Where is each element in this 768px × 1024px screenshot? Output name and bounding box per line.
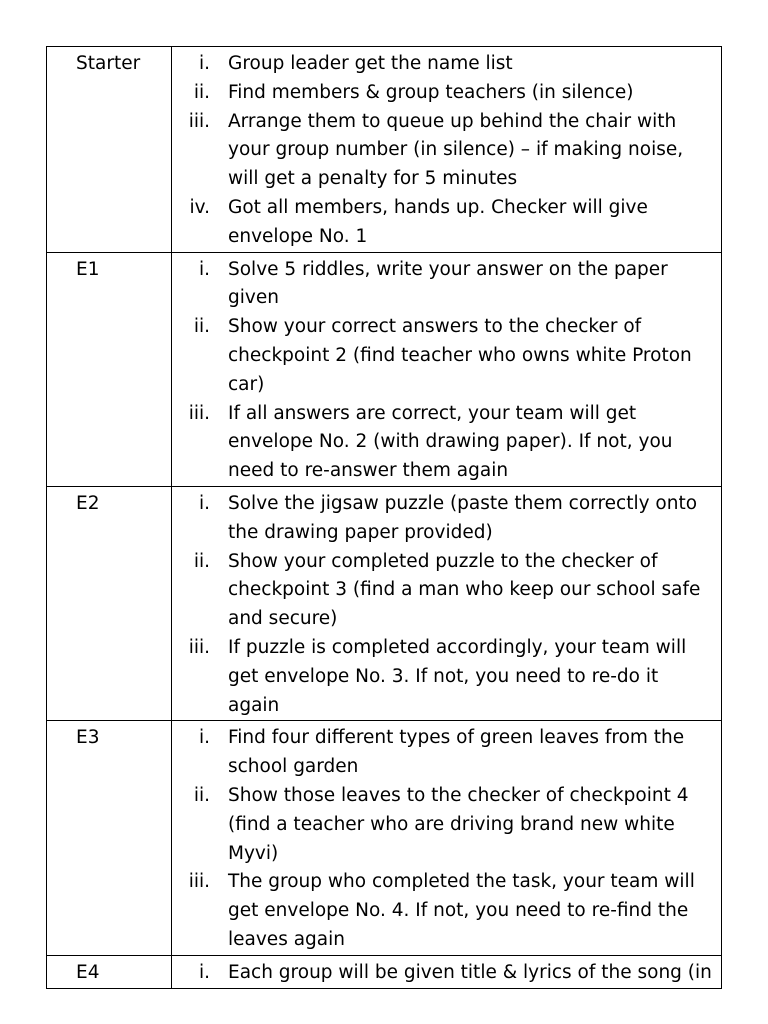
step-list bbox=[172, 490, 717, 720]
step-text: If all answers are correct, your team will get envelope No. 2 (with drawing paper). If not, you need to re-answer them again bbox=[228, 402, 673, 482]
steps-cell bbox=[172, 486, 722, 720]
step-numeral: i. bbox=[198, 258, 210, 280]
step-numeral: i. bbox=[198, 961, 210, 983]
table-row bbox=[47, 486, 722, 720]
step-numeral: iv. bbox=[189, 196, 210, 218]
table-row bbox=[47, 955, 722, 988]
step-text: Arrange them to queue up behind the chair with your group number (in silence) – if making noise, will get a penalty for 5 minutes bbox=[228, 110, 684, 190]
step-numeral: iii. bbox=[188, 636, 210, 658]
table-row bbox=[47, 252, 722, 486]
stage-label: E1 bbox=[47, 252, 172, 486]
step-numeral: ii. bbox=[193, 81, 210, 103]
step-text: Find four different types of green leaves from the school garden bbox=[228, 727, 685, 778]
list-item bbox=[172, 634, 717, 720]
step-numeral: ii. bbox=[193, 550, 210, 572]
step-numeral: iii. bbox=[188, 402, 210, 424]
list-item bbox=[172, 108, 717, 194]
steps-cell bbox=[172, 721, 722, 955]
step-text: Show your completed puzzle to the checker of checkpoint 3 (find a man who keep our school safe and secure) bbox=[228, 550, 701, 630]
list-item bbox=[172, 313, 717, 399]
step-list bbox=[172, 724, 717, 954]
step-text: If puzzle is completed accordingly, your team will get envelope No. 3. If not, you need to re-do it again bbox=[228, 636, 687, 716]
list-item bbox=[172, 490, 717, 548]
activity-table bbox=[46, 46, 722, 989]
step-numeral: iii. bbox=[188, 871, 210, 893]
steps-cell bbox=[172, 955, 722, 988]
list-item bbox=[172, 548, 717, 634]
stage-label: E4 bbox=[47, 955, 172, 988]
step-text: Solve 5 riddles, write your answer on the paper given bbox=[228, 258, 668, 309]
step-text: Show your correct answers to the checker of checkpoint 2 (find teacher who owns white Proton car) bbox=[228, 316, 692, 395]
list-item bbox=[172, 724, 717, 782]
stage-label: E3 bbox=[47, 721, 172, 955]
step-text: Solve the jigsaw puzzle (paste them correctly onto the drawing paper provided) bbox=[228, 492, 698, 543]
list-item bbox=[172, 50, 717, 79]
list-item bbox=[172, 782, 717, 868]
stage-label: E2 bbox=[47, 486, 172, 720]
list-item bbox=[172, 256, 717, 314]
list-item bbox=[172, 868, 717, 954]
step-numeral: ii. bbox=[193, 784, 210, 806]
step-text: Each group will be given title & lyrics of the song (in bbox=[228, 961, 712, 983]
list-item bbox=[172, 959, 717, 988]
step-text: Show those leaves to the checker of checkpoint 4 (find a teacher who are driving brand new white Myvi) bbox=[228, 784, 689, 864]
step-numeral: i. bbox=[198, 727, 210, 749]
step-numeral: ii. bbox=[193, 316, 210, 338]
table-row bbox=[47, 721, 722, 955]
step-text: The group who completed the task, your team will get envelope No. 4. If not, you need to re-find the leaves again bbox=[228, 871, 695, 950]
step-numeral: i. bbox=[198, 492, 210, 514]
step-list bbox=[172, 256, 717, 486]
list-item bbox=[172, 79, 717, 108]
step-numeral: i. bbox=[198, 53, 210, 74]
step-list bbox=[172, 959, 717, 988]
steps-cell bbox=[172, 47, 722, 253]
steps-cell bbox=[172, 252, 722, 486]
step-text: Got all members, hands up. Checker will give envelope No. 1 bbox=[228, 196, 648, 247]
step-text: Group leader get the name list bbox=[228, 53, 513, 74]
stage-label: Starter bbox=[47, 47, 172, 253]
list-item bbox=[172, 194, 717, 252]
step-numeral: iii. bbox=[188, 110, 210, 132]
step-list bbox=[172, 50, 717, 252]
table-row bbox=[47, 47, 722, 253]
step-text: Find members & group teachers (in silence) bbox=[228, 81, 634, 103]
list-item bbox=[172, 400, 717, 486]
